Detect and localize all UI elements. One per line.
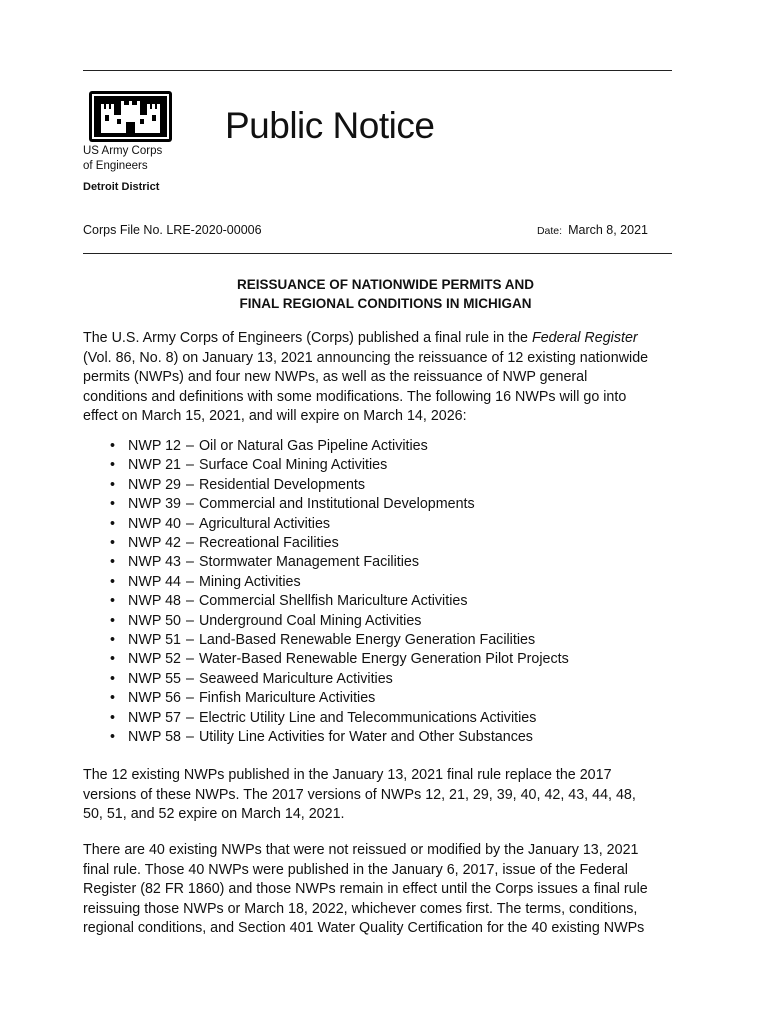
date-value: March 8, 2021 (568, 223, 648, 237)
dash-separator: – (185, 496, 194, 513)
agency-line-2: of Engineers (83, 160, 148, 172)
dash-separator: – (185, 554, 194, 571)
dash-separator: – (185, 612, 194, 629)
dash-separator: – (185, 593, 194, 610)
bullet-icon: • (110, 670, 116, 687)
nwp-name: Utility Line Activities for Water and Other Substances (198, 729, 533, 746)
bullet-icon: • (110, 593, 116, 610)
list-item (108, 670, 569, 689)
dash-separator: – (185, 709, 194, 726)
bullet-icon: • (110, 729, 116, 746)
nwp-code: NWP 12 (128, 438, 181, 454)
nwp-name: Recreational Facilities (198, 535, 339, 552)
heading-line-2: FINAL REGIONAL CONDITIONS IN MICHIGAN (239, 296, 532, 311)
bullet-icon: • (110, 709, 116, 726)
paragraph-line: versions of these NWPs. The 2017 versions of NWPs 12, 21, 29, 39, 40, 42, 43, 44, 48, (83, 786, 636, 803)
nwp-name: Electric Utility Line and Telecommunications Activities (198, 709, 537, 726)
list-item (108, 515, 569, 534)
bullet-icon: • (110, 554, 116, 571)
intro-paragraph (83, 329, 683, 427)
paragraph-line: final rule. Those 40 NWPs were published in the January 6, 2017, issue of the Federal (83, 861, 628, 878)
nwp-list (108, 437, 569, 748)
bullet-icon: • (110, 690, 116, 707)
corps-file-number: Corps File No. LRE-2020-00006 (83, 223, 262, 237)
list-item (108, 573, 569, 592)
dash-separator: – (185, 632, 194, 649)
list-item (108, 553, 569, 572)
nwp-code: NWP 50 (128, 612, 181, 629)
existing-nwps-paragraph (83, 766, 683, 825)
dash-separator: – (185, 651, 194, 668)
nwp-code: NWP 21 (128, 457, 181, 474)
bullet-icon: • (110, 457, 116, 474)
date-label: Date: (536, 225, 563, 237)
nwp-name: Water-Based Renewable Energy Generation Pilot Projects (198, 651, 569, 668)
paragraph-line: The 12 existing NWPs published in the January 13, 2021 final rule replace the 2017 (83, 767, 612, 783)
notice-date (537, 223, 648, 237)
list-item (108, 709, 569, 728)
nwp-name: Mining Activities (198, 573, 301, 590)
text-span: The U.S. Army Corps of Engineers (Corps) published a final rule in the (83, 330, 532, 346)
bullet-icon: • (110, 438, 116, 454)
paragraph-line: There are 40 existing NWPs that were not reissued or modified by the January 13, 2021 (83, 842, 639, 858)
nwp-name: Commercial Shellfish Mariculture Activities (198, 593, 468, 610)
nwp-name: Underground Coal Mining Activities (198, 612, 422, 629)
agency-name (83, 144, 162, 174)
notice-heading (83, 275, 688, 313)
nwp-name: Stormwater Management Facilities (198, 554, 420, 571)
nwp-code: NWP 55 (128, 670, 181, 687)
nwp-code: NWP 56 (128, 690, 181, 707)
dash-separator: – (185, 515, 194, 532)
bullet-icon: • (110, 496, 116, 513)
dash-separator: – (185, 670, 194, 687)
nwp-code: NWP 39 (128, 496, 181, 513)
bullet-icon: • (110, 651, 116, 668)
bullet-icon: • (110, 515, 116, 532)
list-item (108, 650, 569, 669)
nwp-name: Land-Based Renewable Energy Generation Facilities (198, 632, 536, 649)
bullet-icon: • (110, 612, 116, 629)
agency-line-1: US Army Corps (83, 145, 163, 157)
nwp-name: Oil or Natural Gas Pipeline Activities (198, 438, 428, 454)
dash-separator: – (185, 535, 194, 552)
federal-register-title: Federal Register (531, 330, 638, 346)
list-item (108, 689, 569, 708)
nwp-code: NWP 40 (128, 515, 181, 532)
list-item (108, 437, 569, 456)
nwp-name: Seaweed Mariculture Activities (198, 670, 393, 687)
dash-separator: – (185, 476, 194, 493)
nwp-name: Surface Coal Mining Activities (198, 457, 388, 474)
unmodified-nwps-paragraph (83, 841, 683, 939)
dash-separator: – (185, 438, 194, 454)
page-title: Public Notice (225, 105, 435, 146)
list-item (108, 728, 569, 747)
dash-separator: – (185, 729, 194, 746)
list-item (108, 456, 569, 475)
paragraph-line: permits (NWPs) and four new NWPs, as well as the reissuance of NWP general (83, 369, 588, 385)
paragraph-line: 50, 51, and 52 expire on March 14, 2021. (83, 806, 345, 822)
list-item (108, 495, 569, 514)
nwp-code: NWP 57 (128, 709, 181, 726)
paragraph-line: Register (82 FR 1860) and those NWPs remain in effect until the Corps issues a final rule (83, 881, 648, 897)
bullet-icon: • (110, 535, 116, 552)
paragraph-line: conditions and definitions with some modifications. The following 16 NWPs will go into (83, 388, 627, 405)
paragraph-line: effect on March 15, 2021, and will expire on March 14, 2026: (83, 408, 467, 424)
nwp-name: Finfish Mariculture Activities (198, 690, 376, 707)
paragraph-line (83, 329, 683, 349)
dash-separator: – (185, 457, 194, 474)
nwp-code: NWP 52 (128, 651, 181, 668)
bullet-icon: • (110, 573, 116, 590)
bullet-icon: • (110, 632, 116, 649)
top-rule (83, 70, 672, 71)
nwp-code: NWP 29 (128, 476, 181, 493)
nwp-code: NWP 44 (128, 573, 181, 590)
list-item (108, 534, 569, 553)
list-item (108, 476, 569, 495)
header-divider (83, 253, 672, 254)
castle-logo-icon (89, 91, 172, 142)
paragraph-line: regional conditions, and Section 401 Water Quality Certification for the 40 existing NWPs (83, 920, 645, 936)
nwp-name: Agricultural Activities (198, 515, 331, 532)
nwp-code: NWP 58 (128, 729, 181, 746)
nwp-code: NWP 51 (128, 632, 181, 649)
paragraph-line: (Vol. 86, No. 8) on January 13, 2021 announcing the reissuance of 12 existing nationwide (83, 349, 649, 366)
paragraph-line: reissuing those NWPs or March 18, 2022, whichever comes first. The terms, conditions, (83, 900, 638, 917)
list-item (108, 612, 569, 631)
nwp-code: NWP 48 (128, 593, 181, 610)
list-item (108, 631, 569, 650)
bullet-icon: • (110, 476, 116, 493)
district-name: Detroit District (83, 181, 160, 193)
nwp-code: NWP 42 (128, 535, 181, 552)
dash-separator: – (185, 690, 194, 707)
dash-separator: – (185, 573, 194, 590)
nwp-code: NWP 43 (128, 554, 181, 571)
list-item (108, 592, 569, 611)
heading-line-1: REISSUANCE OF NATIONWIDE PERMITS AND (236, 277, 534, 292)
nwp-name: Commercial and Institutional Developments (198, 496, 475, 513)
nwp-name: Residential Developments (198, 476, 366, 493)
